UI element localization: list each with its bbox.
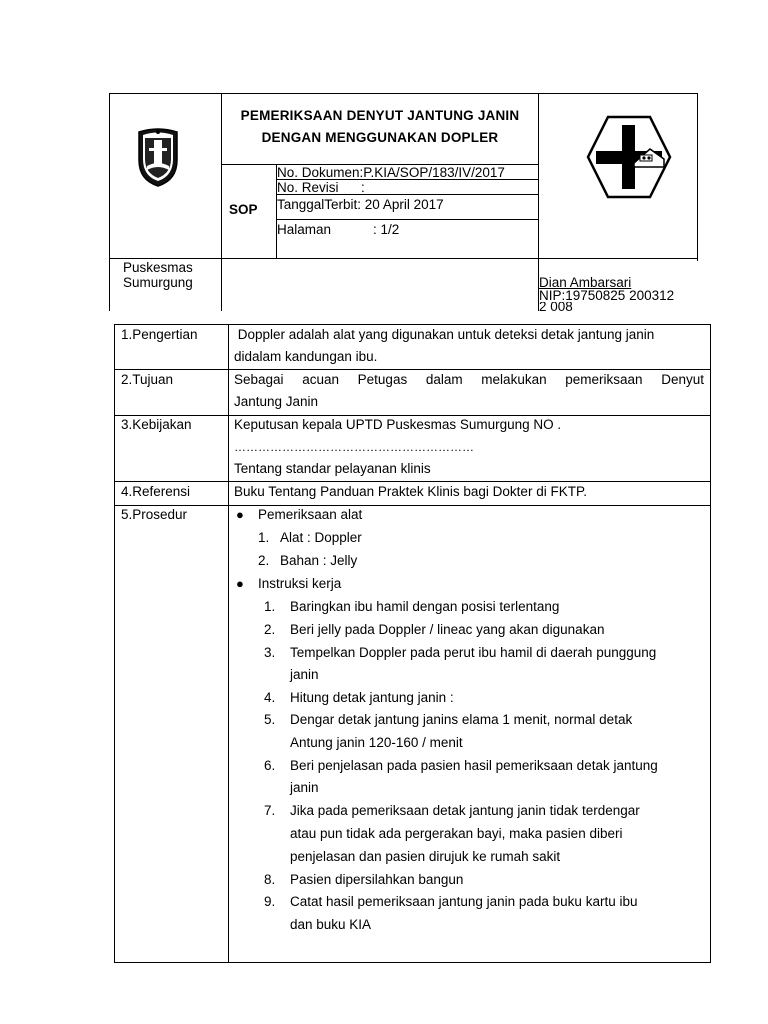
list-item: Alat : Doppler bbox=[280, 530, 362, 545]
list-item: Tempelkan Doppler pada perut ibu hamil di daerah punggung bbox=[290, 645, 657, 660]
list-item: Baringkan ibu hamil dengan posisi terlentang bbox=[290, 599, 560, 614]
kebijakan-line2: …………………………………………………… bbox=[234, 440, 474, 454]
list-item: Beri penjelasan pada pasien hasil pemeriksaan detak jantung bbox=[290, 758, 658, 773]
section-label-tujuan: 2.Tujuan bbox=[121, 372, 174, 387]
bullet-marker: ● bbox=[236, 576, 244, 591]
list-item-number: 5. bbox=[264, 712, 276, 727]
puskesmas-logo bbox=[586, 115, 672, 199]
signer-nip-line1: NIP:19750825 200312 bbox=[539, 288, 675, 303]
kebijakan-line1: Keputusan kepala UPTD Puskesmas Sumurgung NO . bbox=[234, 417, 562, 432]
pengertian-line2: didalam kandungan ibu. bbox=[234, 349, 378, 364]
list-item-number: 2. bbox=[258, 553, 270, 568]
list-item-number: 8. bbox=[264, 872, 276, 887]
prosedur-group1-heading: Pemeriksaan alat bbox=[258, 507, 363, 522]
sop-label: SOP bbox=[229, 202, 258, 217]
list-item-continuation: Antung janin 120-160 / menit bbox=[290, 735, 463, 750]
bullet-marker: ● bbox=[236, 507, 244, 522]
list-item: Pasien dipersilahkan bangun bbox=[290, 872, 464, 887]
pengertian-line1: Doppler adalah alat yang digunakan untuk deteksi detak jantung janin bbox=[234, 327, 655, 342]
list-item-number: 3. bbox=[264, 645, 276, 660]
tujuan-line1: Sebagai acuan Petugas dalam melakukan pemeriksaan Denyut bbox=[234, 372, 704, 387]
list-item: Jika pada pemeriksaan detak jantung janin tidak terdengar bbox=[290, 803, 640, 818]
list-item-number: 1. bbox=[258, 530, 270, 545]
list-item-number: 9. bbox=[264, 894, 276, 909]
list-item-number: 1. bbox=[264, 599, 276, 614]
list-item: Beri jelly pada Doppler / lineac yang akan digunakan bbox=[290, 622, 605, 637]
list-item-continuation: janin bbox=[290, 780, 319, 795]
list-item-number: 6. bbox=[264, 758, 276, 773]
list-item-number: 4. bbox=[264, 690, 276, 705]
list-item: Dengar detak jantung janins elama 1 menit, normal detak bbox=[290, 712, 633, 727]
list-item-continuation: janin bbox=[290, 667, 319, 682]
page-label: Halaman bbox=[277, 222, 332, 237]
doc-number: No. Dokumen:P.KIA/SOP/183/IV/2017 bbox=[277, 165, 505, 180]
signer-name: Dian Ambarsari bbox=[539, 275, 632, 290]
list-item-continuation: penjelasan dan pasien dirujuk ke rumah sakit bbox=[290, 849, 561, 864]
list-item-number: 7. bbox=[264, 803, 276, 818]
revision-number: No. Revisi : bbox=[277, 180, 365, 195]
document-title-line2: DENGAN MENGGUNAKAN DOPLER bbox=[261, 130, 499, 145]
organization-line2: Sumurgung bbox=[123, 275, 193, 290]
list-item: Hitung detak jantung janin : bbox=[290, 690, 454, 705]
regional-crest-logo bbox=[135, 126, 181, 188]
issue-date: TanggalTerbit: 20 April 2017 bbox=[277, 197, 444, 212]
list-item: Catat hasil pemeriksaan jantung janin pada buku kartu ibu bbox=[290, 894, 638, 909]
page-value: : 1/2 bbox=[373, 222, 400, 237]
section-label-referensi: 4.Referensi bbox=[121, 484, 191, 499]
referensi-text: Buku Tentang Panduan Praktek Klinis bagi Dokter di FKTP. bbox=[234, 484, 587, 499]
list-item-continuation: dan buku KIA bbox=[290, 917, 372, 932]
list-item-continuation: atau pun tidak ada pergerakan bayi, maka pasien diberi bbox=[290, 826, 623, 841]
kebijakan-line3: Tentang standar pelayanan klinis bbox=[234, 461, 431, 476]
list-item: Bahan : Jelly bbox=[280, 553, 358, 568]
section-label-kebijakan: 3.Kebijakan bbox=[121, 417, 192, 432]
signer-nip-line2: 2 008 bbox=[539, 302, 573, 311]
section-label-pengertian: 1.Pengertian bbox=[121, 327, 198, 342]
list-item-number: 2. bbox=[264, 622, 276, 637]
organization-line1: Puskesmas bbox=[123, 260, 193, 275]
tujuan-line2: Jantung Janin bbox=[234, 394, 319, 409]
prosedur-group2-heading: Instruksi kerja bbox=[258, 576, 342, 591]
document-title-line1: PEMERIKSAAN DENYUT JANTUNG JANIN bbox=[240, 108, 520, 123]
section-label-prosedur: 5.Prosedur bbox=[121, 507, 188, 522]
